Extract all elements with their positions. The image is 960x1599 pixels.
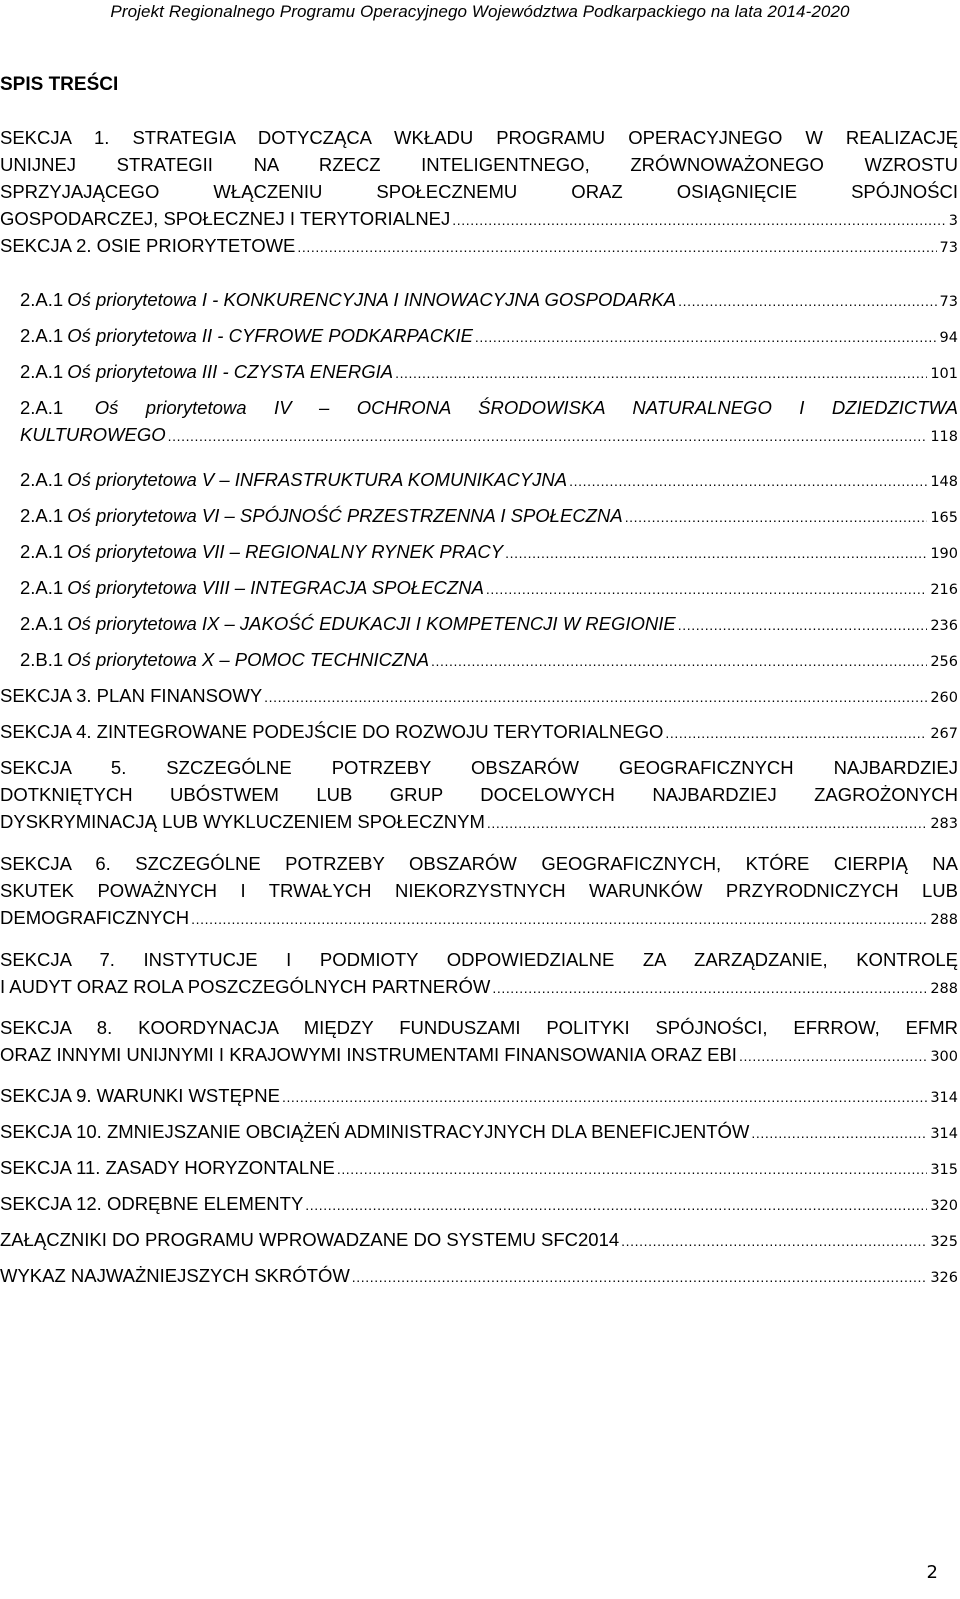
toc-entry-line	[20, 358, 958, 388]
dot-leader	[297, 234, 936, 261]
toc-entry-title: Oś priorytetowa VI – SPÓJNOŚĆ PRZESTRZENNA I SPOŁECZNA	[67, 505, 623, 526]
toc-entry-line	[0, 850, 958, 877]
toc-entry-number: 2.A.1	[20, 613, 64, 634]
toc-entry-number: 2.B.1	[20, 649, 64, 670]
toc-entry-number: 2.A.1	[20, 361, 64, 382]
toc-entry-title: I AUDYT ORAZ ROLA POSZCZEGÓLNYCH PARTNERÓW	[0, 976, 491, 997]
toc-entry-title: DOTKNIĘTYCH UBÓSTWEM LUB GRUP DOCELOWYCH NAJBARDZIEJ ZAGROŻONYCH	[0, 784, 958, 805]
toc-entry-page: 148	[930, 474, 958, 490]
toc-entry[interactable]	[0, 718, 958, 748]
toc-entry-title: KULTUROWEGO	[20, 424, 166, 445]
toc-entry-line	[20, 646, 958, 676]
toc-entry[interactable]	[0, 232, 958, 262]
toc-entry[interactable]	[0, 1154, 958, 1184]
toc-entry[interactable]	[20, 394, 958, 451]
toc-entry-page: 101	[930, 366, 958, 382]
toc-entry-line	[0, 1014, 958, 1041]
page-number: 2	[926, 1562, 938, 1583]
toc-title: SPIS TREŚCI	[0, 74, 119, 95]
toc-entry-number: 2.A.1	[20, 469, 64, 490]
toc-entry-page: 283	[930, 816, 958, 832]
toc-entry-line	[0, 1118, 958, 1148]
dot-leader	[492, 975, 927, 1002]
toc-entry-page: 300	[930, 1049, 958, 1065]
toc-entry-line	[0, 946, 958, 973]
toc-entry-title: Oś priorytetowa I - KONKURENCYJNA I INNOWACYJNA GOSPODARKA	[67, 289, 677, 310]
toc-entry[interactable]	[0, 1262, 958, 1292]
toc-entry-title: Oś priorytetowa IX – JAKOŚĆ EDUKACJI I KOMPETENCJI W REGIONIE	[67, 613, 676, 634]
dot-leader	[487, 810, 927, 837]
header-title: Projekt Regionalnego Programu Operacyjnego Województwa Podkarpackiego na lata 2014-2020	[110, 2, 850, 21]
toc-entry-number: 2.A.1	[20, 397, 64, 418]
toc-entry-title: SEKCJA 5. SZCZEGÓLNE POTRZEBY OBSZARÓW GEOGRAFICZNYCH NAJBARDZIEJ	[0, 757, 958, 778]
toc-entry-page: 314	[930, 1126, 958, 1142]
toc-entry[interactable]	[0, 1118, 958, 1148]
toc-entry-page: 315	[930, 1162, 958, 1178]
dot-leader	[452, 207, 945, 234]
toc-entry-title: SEKCJA 2. OSIE PRIORYTETOWE	[0, 235, 296, 256]
toc-entry[interactable]	[0, 1014, 958, 1071]
dot-leader	[739, 1043, 927, 1070]
toc-entry[interactable]	[0, 1190, 958, 1220]
dot-leader	[505, 540, 927, 567]
toc-entry-title: DYSKRYMINACJĄ LUB WYKLUCZENIEM SPOŁECZNYM	[0, 811, 485, 832]
toc-entry[interactable]	[0, 754, 958, 838]
toc-entry-title: SEKCJA 10. ZMNIEJSZANIE OBCIĄŻEŃ ADMINISTRACYJNYCH DLA BENEFICJENTÓW	[0, 1121, 750, 1142]
toc-entry-line	[0, 1041, 958, 1071]
toc-entry-page: 260	[930, 690, 958, 706]
toc-entry-line	[20, 574, 958, 604]
toc-entry-page: 236	[930, 618, 958, 634]
dot-leader	[678, 288, 936, 315]
toc-entry[interactable]	[20, 286, 958, 316]
toc-entry-line	[0, 754, 958, 781]
toc-entry-line	[0, 682, 958, 712]
toc-entry-line	[0, 1154, 958, 1184]
dot-leader	[751, 1120, 927, 1147]
toc-entry-title: Oś priorytetowa IV – OCHRONA ŚRODOWISKA NATURALNEGO I DZIEDZICTWA	[94, 397, 958, 418]
toc-entry[interactable]	[20, 574, 958, 604]
document-header	[0, 0, 960, 26]
dot-leader	[569, 468, 927, 495]
dot-leader	[305, 1192, 927, 1219]
dot-leader	[395, 360, 927, 387]
toc-entry-line	[0, 1082, 958, 1112]
dot-leader	[665, 720, 927, 747]
dot-leader	[431, 648, 927, 675]
toc-entry[interactable]	[0, 850, 958, 934]
dot-leader	[168, 423, 928, 450]
toc-entry-number: 2.A.1	[20, 325, 64, 346]
dot-leader	[337, 1156, 927, 1183]
toc-entry-page: 165	[930, 510, 958, 526]
toc-entry-line	[20, 286, 958, 316]
toc-entry[interactable]	[20, 610, 958, 640]
toc-entry[interactable]	[0, 124, 958, 235]
toc-entry-title: WYKAZ NAJWAŻNIEJSZYCH SKRÓTÓW	[0, 1265, 350, 1286]
dot-leader	[678, 612, 928, 639]
toc-entry-page: 256	[930, 654, 958, 670]
toc-entry-title: Oś priorytetowa X – POMOC TECHNICZNA	[67, 649, 430, 670]
toc-entry-page: 3	[948, 213, 958, 229]
toc-entry-number: 2.A.1	[20, 541, 64, 562]
toc-entry-title: Oś priorytetowa VII – REGIONALNY RYNEK PRACY	[67, 541, 504, 562]
toc-entry-line	[0, 178, 958, 205]
toc-entry[interactable]	[20, 502, 958, 532]
toc-entry-line	[20, 322, 958, 352]
toc-entry-title: SEKCJA 1. STRATEGIA DOTYCZĄCA WKŁADU PROGRAMU OPERACYJNEGO W REALIZACJĘ	[0, 127, 958, 148]
toc-entry[interactable]	[20, 358, 958, 388]
toc-entry-line	[0, 781, 958, 808]
toc-entry-title: SEKCJA 9. WARUNKI WSTĘPNE	[0, 1085, 280, 1106]
toc-entry[interactable]	[0, 946, 958, 1003]
toc-entry-page: 94	[939, 330, 958, 346]
toc-entry-title: SEKCJA 4. ZINTEGROWANE PODEJŚCIE DO ROZWOJU TERYTORIALNEGO	[0, 721, 664, 742]
toc-entry-line	[20, 421, 958, 451]
toc-entry-title: SEKCJA 7. INSTYTUCJE I PODMIOTY ODPOWIEDZIALNE ZA ZARZĄDZANIE, KONTROLĘ	[0, 949, 958, 970]
toc-entry-page: 216	[930, 582, 958, 598]
toc-entry-line	[0, 124, 958, 151]
toc-entry[interactable]	[20, 538, 958, 568]
toc-entry-page: 73	[939, 294, 958, 310]
toc-entry[interactable]	[20, 466, 958, 496]
toc-entry-line	[20, 502, 958, 532]
toc-entry-title: Oś priorytetowa II - CYFROWE PODKARPACKIE	[67, 325, 473, 346]
toc-entry-line	[0, 1262, 958, 1292]
toc-entry-line	[0, 205, 958, 235]
toc-entry-number: 2.A.1	[20, 289, 64, 310]
toc-entry-page: 288	[930, 912, 958, 928]
toc-entry-line	[0, 151, 958, 178]
toc-entry-title: GOSPODARCZEJ, SPOŁECZNEJ I TERYTORIALNEJ	[0, 208, 451, 229]
toc-entry-page: 267	[930, 726, 958, 742]
toc-entry-page: 320	[930, 1198, 958, 1214]
toc-entry[interactable]	[0, 1082, 958, 1112]
toc-entry-line	[0, 808, 958, 838]
toc-entry[interactable]	[0, 682, 958, 712]
toc-entry-line	[20, 394, 958, 421]
toc-entry-title: ZAŁĄCZNIKI DO PROGRAMU WPROWADZANE DO SYSTEMU SFC2014	[0, 1229, 620, 1250]
toc-entry-number: 2.A.1	[20, 577, 64, 598]
toc-entry-title: Oś priorytetowa VIII – INTEGRACJA SPOŁECZNA	[67, 577, 484, 598]
dot-leader	[282, 1084, 927, 1111]
toc-entry[interactable]	[20, 646, 958, 676]
dot-leader	[264, 684, 927, 711]
toc-entry-line	[20, 538, 958, 568]
toc-entry-page: 118	[930, 429, 958, 445]
dot-leader	[625, 504, 928, 531]
toc-entry-number: 2.A.1	[20, 505, 64, 526]
toc-entry-page: 325	[930, 1234, 958, 1250]
toc-entry-title: SEKCJA 6. SZCZEGÓLNE POTRZEBY OBSZARÓW GEOGRAFICZNYCH, KTÓRE CIERPIĄ NA	[0, 853, 958, 874]
dot-leader	[191, 906, 927, 933]
toc-entry-title: SEKCJA 8. KOORDYNACJA MIĘDZY FUNDUSZAMI POLITYKI SPÓJNOŚCI, EFRROW, EFMR	[0, 1017, 958, 1038]
toc-entry-line	[0, 1190, 958, 1220]
dot-leader	[352, 1264, 928, 1291]
toc-entry-line	[0, 904, 958, 934]
toc-entry-title: SPRZYJAJĄCEGO WŁĄCZENIU SPOŁECZNEMU ORAZ OSIĄGNIĘCIE SPÓJNOŚCI	[0, 181, 958, 202]
toc-entry-page: 326	[930, 1270, 958, 1286]
dot-leader	[621, 1228, 927, 1255]
toc-entry[interactable]	[0, 1226, 958, 1256]
toc-entry-line	[0, 973, 958, 1003]
toc-entry-title: DEMOGRAFICZNYCH	[0, 907, 190, 928]
toc-entry-page: 288	[930, 981, 958, 997]
toc-entry-line	[0, 1226, 958, 1256]
dot-leader	[486, 576, 927, 603]
toc-entry-page: 314	[930, 1090, 958, 1106]
toc-entry-title: SEKCJA 11. ZASADY HORYZONTALNE	[0, 1157, 335, 1178]
toc-entry[interactable]	[20, 322, 958, 352]
toc-entry-line	[0, 718, 958, 748]
toc-entry-title: ORAZ INNYMI UNIJNYMI I KRAJOWYMI INSTRUMENTAMI FINANSOWANIA ORAZ EBI	[0, 1044, 737, 1065]
toc-entry-title: SKUTEK POWAŻNYCH I TRWAŁYCH NIEKORZYSTNYCH WARUNKÓW PRZYRODNICZYCH LUB	[0, 880, 958, 901]
toc-entry-title: Oś priorytetowa V – INFRASTRUKTURA KOMUNIKACYJNA	[67, 469, 568, 490]
toc-entry-page: 190	[930, 546, 958, 562]
toc-entry-line	[20, 610, 958, 640]
toc-entry-page: 73	[939, 240, 958, 256]
toc-entry-line	[0, 232, 958, 262]
toc-entry-title: SEKCJA 12. ODRĘBNE ELEMENTY	[0, 1193, 304, 1214]
toc-entry-line	[0, 877, 958, 904]
toc-entry-title: SEKCJA 3. PLAN FINANSOWY	[0, 685, 263, 706]
dot-leader	[475, 324, 937, 351]
toc-entry-line	[20, 466, 958, 496]
toc-entry-title: Oś priorytetowa III - CZYSTA ENERGIA	[67, 361, 394, 382]
toc-entry-title: UNIJNEJ STRATEGII NA RZECZ INTELIGENTNEGO, ZRÓWNOWAŻONEGO WZROSTU	[0, 154, 958, 175]
